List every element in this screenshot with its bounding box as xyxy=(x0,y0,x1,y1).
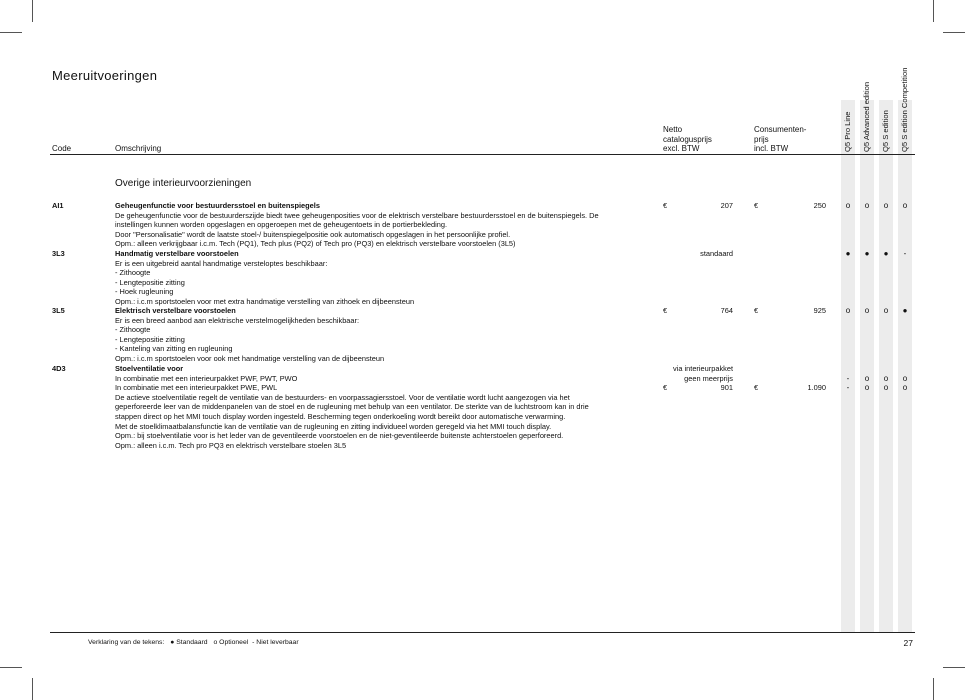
net-price: 901 xyxy=(720,383,733,393)
option-description-line: De geheugenfunctie voor de bestuurderszijde biedt twee geheugenposities voor de elektrisch verstelbare bestuurdersstoel en de buitenspiegels. De xyxy=(115,210,599,220)
net-price: 764 xyxy=(720,306,733,315)
legend-not-available: - Niet leverbaar xyxy=(252,639,299,646)
option-description-line: geperforeerde leer van de middenpanelen van de stoel en de rugleuning met behulp van een ventilator. De sterkte van de luchtstroom kan in drie xyxy=(115,402,589,412)
footer-divider xyxy=(50,632,915,633)
option-title: Handmatig verstelbare voorstoelen xyxy=(115,249,239,258)
availability-mark: o xyxy=(864,383,870,393)
net-price: 207 xyxy=(720,201,733,210)
option-description-line: De actieve stoelventilatie regelt de ventilatie van de bestuurders- en voorpassagiersstoel. Voor de ventilatie wordt lucht aangezogen via het xyxy=(115,392,570,402)
availability-mark: ● xyxy=(864,249,870,258)
column-header-edition: Q5 Advanced edition xyxy=(862,81,871,152)
column-header-description: Omschrijving xyxy=(115,144,162,153)
crop-mark xyxy=(0,32,22,33)
currency-symbol: € xyxy=(754,201,759,210)
option-description-line: - Lengtepositie zitting xyxy=(115,277,185,287)
legend-label: Verklaring van de tekens: xyxy=(88,639,165,646)
option-description-line: - Kanteling van zitting en rugleuning xyxy=(115,344,233,354)
option-description-line: Opm.: bij stoelventilatie voor is het leder van de geventileerde voorstoelen en de niet-geventileerde buitenste achterstoelen geperforeerd. xyxy=(115,431,564,441)
availability-mark: ● xyxy=(845,249,851,258)
option-title: Stoelventilatie voor xyxy=(115,364,184,373)
option-description-line: Met de stoelklimaatbalansfunctie kan de ventilatie van de rugleuning en zitting individueel worden geregeld via het MMI touch display. xyxy=(115,421,552,431)
section-title: Overige interieurvoorzieningen xyxy=(115,178,252,189)
column-header-edition: Q5 Pro Line xyxy=(843,111,852,152)
crop-mark xyxy=(933,678,934,700)
option-description-line: Er is een breed aanbod aan elektrische verstelmogelijkheden beschikbaar: xyxy=(115,315,360,325)
option-title: Elektrisch verstelbare voorstoelen xyxy=(115,306,236,315)
option-code: 3L3 xyxy=(52,249,65,258)
availability-mark: o xyxy=(902,373,908,383)
currency-symbol: € xyxy=(663,383,668,393)
crop-mark xyxy=(32,0,33,22)
currency-symbol: € xyxy=(663,201,668,210)
availability-mark: o xyxy=(864,373,870,383)
option-description-line: - Zithoogte xyxy=(115,325,151,335)
option-description-line: - Hoek rugleuning xyxy=(115,287,174,297)
crop-mark xyxy=(943,32,965,33)
availability-mark: - xyxy=(846,383,850,393)
option-description-line: - Zithoogte xyxy=(115,268,151,278)
option-description-line: instellingen kunnen worden opgeslagen en opgeroepen met de geheugentoets in de portierbekleding. xyxy=(115,220,448,230)
header-divider xyxy=(50,154,915,155)
column-header-edition: Q5 S edition xyxy=(881,110,890,152)
option-code: 3L5 xyxy=(52,306,65,315)
currency-symbol: € xyxy=(754,306,759,315)
availability-mark: o xyxy=(902,383,908,393)
consumer-price: 1.090 xyxy=(807,383,826,393)
currency-symbol: € xyxy=(754,383,759,393)
option-description-line: stappen direct op het MMI touch display worden ingesteld. Bescherming tegen onderkoeling wordt bereikt door automatische verwarming. xyxy=(115,412,566,421)
option-description-line: Opm.: i.c.m sportstoelen voor met extra handmatige verstelling van zithoek en dijbeensteun xyxy=(115,297,415,306)
availability-mark: o xyxy=(845,201,851,210)
option-title: Geheugenfunctie voor bestuurdersstoel en buitenspiegels xyxy=(115,201,320,210)
option-description-line: In combinatie met een interieurpakket PWF, PWT, PWO xyxy=(115,373,298,383)
edition-column-band xyxy=(879,100,893,632)
availability-mark: o xyxy=(845,306,851,315)
option-code: AI1 xyxy=(52,201,64,210)
availability-mark: o xyxy=(883,383,889,393)
page-title: Meeruitvoeringen xyxy=(52,68,158,83)
edition-column-band xyxy=(860,100,874,632)
column-header-edition: Q5 S edition Competition xyxy=(900,67,909,152)
availability-mark: o xyxy=(883,306,889,315)
availability-mark: ● xyxy=(902,306,908,315)
option-description-line: Er is een uitgebreid aantal handmatige versteloptes beschikbaar: xyxy=(115,258,328,268)
legend-optional: o Optioneel xyxy=(213,639,249,646)
option-description-line: Opm.: alleen verkrijgbaar i.c.m. Tech (PQ1), Tech plus (PQ2) of Tech pro (PQ3) en elektrisch verstelbare voorstoelen (3L5) xyxy=(115,239,516,249)
currency-symbol: € xyxy=(663,306,668,315)
standard-label: geen meerprijs xyxy=(684,373,733,383)
option-description-line: - Lengtepositie zitting xyxy=(115,334,185,344)
option-description-line: Door "Personalisatie" wordt de laatste stoel-/ buitenspiegelpositie ook automatisch opgeslagen in het persoonlijke profiel. xyxy=(115,229,511,239)
option-description-line: In combinatie met een interieurpakket PWE, PWL xyxy=(115,383,278,393)
legend-standard: ● Standaard xyxy=(170,639,208,646)
column-header-code: Code xyxy=(52,144,72,153)
consumer-price: 925 xyxy=(813,306,826,315)
option-code: 4D3 xyxy=(52,364,66,373)
column-header-consumer-price: Consumenten- prijs incl. BTW xyxy=(754,125,807,153)
legend xyxy=(88,639,299,646)
availability-mark: - xyxy=(846,373,850,383)
availability-mark: ● xyxy=(883,249,889,258)
availability-mark: o xyxy=(883,201,889,210)
crop-mark xyxy=(0,667,22,668)
page-number: 27 xyxy=(903,638,913,648)
column-header-net-price: Netto catalogusprijs excl. BTW xyxy=(663,125,712,153)
edition-column-band xyxy=(841,100,855,632)
standard-label: standaard xyxy=(700,249,733,258)
option-description-line: Opm.: i.c.m sportstoelen voor ook met handmatige verstelling van de dijbeensteun xyxy=(115,354,385,363)
availability-mark: o xyxy=(902,201,908,210)
crop-mark xyxy=(943,667,965,668)
availability-mark: o xyxy=(883,373,889,383)
availability-mark: - xyxy=(903,249,907,258)
edition-column-band xyxy=(898,100,912,632)
standard-label: via interieurpakket xyxy=(673,364,733,373)
consumer-price: 250 xyxy=(813,201,826,210)
crop-mark xyxy=(933,0,934,22)
availability-mark: o xyxy=(864,201,870,210)
availability-mark: o xyxy=(864,306,870,315)
option-description-line: Opm.: alleen i.c.m. Tech pro PQ3 en elektrisch verstelbare stoelen 3L5 xyxy=(115,440,347,450)
crop-mark xyxy=(32,678,33,700)
